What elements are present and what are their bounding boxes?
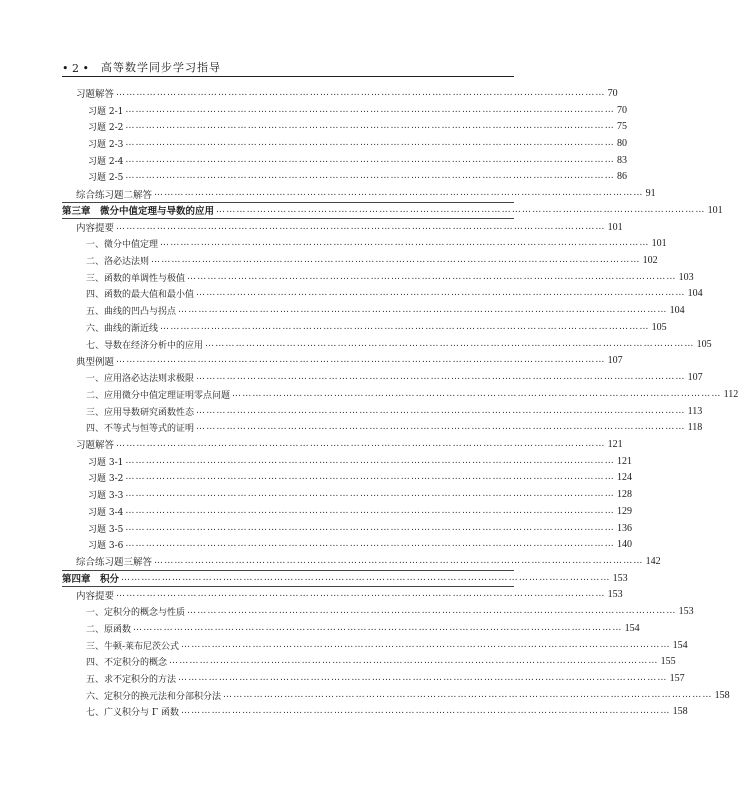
dot-leader: ………………………………………………………………………………………………………………………………: [196, 422, 686, 433]
toc-entry: [62, 637, 688, 654]
toc-entry-label: 三、函数的单调性与极值: [86, 273, 186, 284]
toc-entry-page: 142: [645, 555, 661, 567]
toc-entry-page: 101: [607, 221, 623, 233]
toc-entry-label: 习题解答: [76, 440, 115, 452]
toc-entry-label: 七、广义积分与 Γ 函数: [86, 708, 179, 719]
toc-entry-page: 154: [624, 622, 640, 634]
toc-entry-label: 六、定积分的换元法和分部积分法: [86, 691, 222, 702]
toc-entry: [62, 587, 623, 604]
toc-entry-label: 四、不定积分的概念: [86, 658, 168, 669]
toc-entry-label: 二、原函数: [86, 624, 132, 635]
dot-leader: ………………………………………………………………………………………………………………………………: [160, 321, 650, 332]
toc-entry: [62, 620, 640, 637]
dot-leader: ………………………………………………………………………………………………………………………………: [223, 689, 713, 700]
toc-entry-page: 155: [660, 656, 676, 668]
toc-entry: [62, 169, 627, 186]
toc-entry: [62, 336, 712, 353]
toc-entry-page: 70: [607, 87, 618, 99]
toc-entry-page: 105: [651, 321, 667, 333]
toc-entry-page: 102: [642, 255, 658, 267]
toc-entry-page: 153: [678, 606, 694, 618]
toc-entry-label: 一、应用洛必达法则求极限: [86, 374, 195, 385]
toc-entry-label: 三、牛顿-莱布尼茨公式: [86, 641, 180, 652]
dot-leader: ………………………………………………………………………………………………………………………………: [196, 405, 686, 416]
toc-entry: [62, 369, 703, 386]
page-number: • 2 •: [62, 62, 89, 75]
dot-leader: ………………………………………………………………………………………………………………………………: [125, 154, 615, 165]
toc-entry: [62, 302, 685, 319]
toc-entry: [62, 436, 623, 453]
page-header: [62, 55, 514, 75]
dot-leader: ………………………………………………………………………………………………………………………………: [116, 221, 606, 232]
toc-entry: [62, 286, 703, 303]
toc-entry-page: 124: [616, 472, 632, 484]
dot-leader: ………………………………………………………………………………………………………………………………: [116, 438, 606, 449]
toc-entry-label: 四、函数的最大值和最小值: [86, 290, 195, 301]
dot-leader: ………………………………………………………………………………………………………………………………: [154, 188, 644, 199]
toc-entry-label: 习题 3-2: [88, 474, 124, 485]
toc-entry-page: 157: [669, 673, 685, 685]
toc-entry-label: 五、曲线的凹凸与拐点: [86, 307, 177, 318]
toc-entry-label: 二、应用微分中值定理证明零点问题: [86, 390, 231, 401]
dot-leader: ………………………………………………………………………………………………………………………………: [125, 505, 615, 516]
toc-entry-label: 一、微分中值定理: [86, 240, 159, 251]
toc-entry-page: 107: [687, 372, 703, 384]
toc-entry-label: 习题 3-6: [88, 541, 124, 552]
toc-entry: [62, 102, 627, 119]
dot-leader: ………………………………………………………………………………………………………………………………: [232, 388, 722, 399]
dot-leader: ………………………………………………………………………………………………………………………………: [125, 455, 615, 466]
dot-leader: ………………………………………………………………………………………………………………………………: [187, 606, 677, 617]
toc-entry-page: 154: [672, 639, 688, 651]
toc-chapter-entry: [62, 570, 628, 587]
toc-entry-page: 121: [607, 438, 623, 450]
toc-entry-page: 129: [616, 505, 632, 517]
toc-entry-label: 一、定积分的概念与性质: [86, 608, 186, 619]
toc-entry: [62, 603, 694, 620]
toc-entry-page: 107: [607, 355, 623, 367]
toc-entry: [62, 152, 627, 169]
toc-entry-page: 83: [616, 154, 627, 166]
toc-entry: [62, 653, 676, 670]
dot-leader: ………………………………………………………………………………………………………………………………: [125, 171, 615, 182]
dot-leader: ………………………………………………………………………………………………………………………………: [180, 706, 671, 717]
toc-entry-label: 习题 3-1: [88, 457, 124, 468]
dot-leader: ………………………………………………………………………………………………………………………………: [205, 338, 695, 349]
chapter-rule-top: [62, 202, 514, 203]
toc-entry: [62, 135, 627, 152]
toc-entry-page: 86: [616, 171, 627, 183]
toc-entry-label: 综合练习题二解答: [76, 189, 153, 201]
dot-leader: ………………………………………………………………………………………………………………………………: [196, 372, 686, 383]
toc-entry-label: 七、导数在经济分析中的应用: [86, 340, 204, 351]
toc-entry: [62, 553, 661, 570]
table-of-contents: [62, 85, 738, 720]
dot-leader: ………………………………………………………………………………………………………………………………: [160, 238, 650, 249]
dot-leader: ………………………………………………………………………………………………………………………………: [125, 472, 615, 483]
toc-entry-label: 习题 2-2: [88, 123, 124, 134]
toc-entry: [62, 687, 730, 704]
dot-leader: ………………………………………………………………………………………………………………………………: [116, 589, 606, 600]
toc-entry-label: 四、不等式与恒等式的证明: [86, 424, 195, 435]
toc-entry-label: 习题 2-3: [88, 140, 124, 151]
toc-entry-label: 五、求不定积分的方法: [86, 675, 177, 686]
dot-leader: ………………………………………………………………………………………………………………………………: [187, 271, 677, 282]
toc-entry-label: 习题 3-5: [88, 524, 124, 535]
dot-leader: ………………………………………………………………………………………………………………………………: [216, 204, 706, 215]
toc-entry-label: 二、洛必达法则: [86, 257, 150, 268]
toc-entry-page: 101: [707, 204, 723, 216]
toc-entry-label: 典型例题: [76, 356, 115, 368]
toc-entry-page: 101: [651, 238, 667, 250]
toc-entry-page: 105: [696, 338, 712, 350]
toc-entry-page: 113: [687, 405, 703, 417]
toc-entry-label: 习题 3-3: [88, 491, 124, 502]
toc-entry-page: 103: [678, 271, 694, 283]
dot-leader: ………………………………………………………………………………………………………………………………: [125, 539, 615, 550]
toc-entry-page: 153: [607, 589, 623, 601]
toc-entry: [62, 470, 632, 487]
toc-entry: [62, 486, 632, 503]
dot-leader: ………………………………………………………………………………………………………………………………: [125, 121, 615, 132]
dot-leader: ………………………………………………………………………………………………………………………………: [116, 355, 606, 366]
toc-entry-label: 习题 3-4: [88, 507, 124, 518]
toc-entry-page: 140: [616, 539, 632, 551]
toc-entry: [62, 235, 667, 252]
toc-entry: [62, 219, 623, 236]
toc-entry-label: 习题 2-5: [88, 173, 124, 184]
toc-entry-page: 70: [616, 104, 627, 116]
dot-leader: ………………………………………………………………………………………………………………………………: [181, 639, 671, 650]
toc-entry: [62, 386, 738, 403]
dot-leader: ………………………………………………………………………………………………………………………………: [125, 138, 615, 149]
toc-entry-label: 内容提要: [76, 223, 115, 235]
toc-entry: [62, 252, 658, 269]
dot-leader: ………………………………………………………………………………………………………………………………: [125, 522, 615, 533]
toc-entry-page: 104: [669, 305, 685, 317]
dot-leader: ………………………………………………………………………………………………………………………………: [116, 87, 606, 98]
toc-entry: [62, 185, 656, 202]
toc-entry: [62, 536, 632, 553]
toc-entry-label: 综合练习题三解答: [76, 557, 153, 569]
toc-entry: [62, 520, 632, 537]
dot-leader: ………………………………………………………………………………………………………………………………: [133, 622, 623, 633]
toc-entry: [62, 670, 685, 687]
toc-entry: [62, 269, 694, 286]
dot-leader: ………………………………………………………………………………………………………………………………: [169, 656, 659, 667]
toc-entry-page: 75: [616, 121, 627, 133]
toc-entry: [62, 319, 667, 336]
toc-entry-page: 158: [714, 689, 730, 701]
toc-entry-page: 158: [672, 706, 688, 718]
toc-entry: [62, 704, 688, 721]
toc-entry: [62, 453, 632, 470]
dot-leader: ………………………………………………………………………………………………………………………………: [125, 104, 615, 115]
toc-entry-page: 121: [616, 455, 632, 467]
toc-entry-page: 118: [687, 422, 703, 434]
toc-entry: [62, 118, 627, 135]
toc-entry-page: 80: [616, 138, 627, 150]
toc-entry: [62, 503, 632, 520]
toc-entry: [62, 403, 703, 420]
toc-entry-label: 六、曲线的渐近线: [86, 323, 159, 334]
toc-entry-page: 128: [616, 489, 632, 501]
dot-leader: ………………………………………………………………………………………………………………………………: [121, 572, 611, 583]
toc-entry: [62, 85, 618, 102]
dot-leader: ………………………………………………………………………………………………………………………………: [178, 673, 668, 684]
dot-leader: ………………………………………………………………………………………………………………………………: [125, 489, 615, 500]
toc-entry-label: 习题 2-4: [88, 156, 124, 167]
dot-leader: ………………………………………………………………………………………………………………………………: [154, 555, 644, 566]
dot-leader: ………………………………………………………………………………………………………………………………: [151, 255, 641, 266]
toc-entry-page: 91: [645, 188, 656, 200]
toc-entry-label: 三、应用导数研究函数性态: [86, 407, 195, 418]
header-rule: [62, 76, 514, 77]
dot-leader: ………………………………………………………………………………………………………………………………: [196, 288, 686, 299]
dot-leader: ………………………………………………………………………………………………………………………………: [178, 305, 668, 316]
toc-entry-label: 习题 2-1: [88, 106, 124, 117]
toc-entry-page: 104: [687, 288, 703, 300]
toc-entry-label: 第四章 积分: [62, 574, 120, 586]
toc-entry: [62, 419, 703, 436]
toc-entry-label: 第三章 微分中值定理与导数的应用: [62, 206, 215, 218]
chapter-rule-top: [62, 570, 514, 571]
toc-entry-label: 习题解答: [76, 89, 115, 101]
toc-entry-page: 112: [723, 388, 738, 400]
toc-chapter-entry: [62, 202, 723, 219]
toc-entry: [62, 353, 623, 370]
toc-entry-label: 内容提要: [76, 590, 115, 602]
toc-entry-page: 136: [616, 522, 632, 534]
book-title: 高等数学同步学习指导: [100, 61, 221, 74]
toc-entry-page: 153: [612, 572, 628, 584]
